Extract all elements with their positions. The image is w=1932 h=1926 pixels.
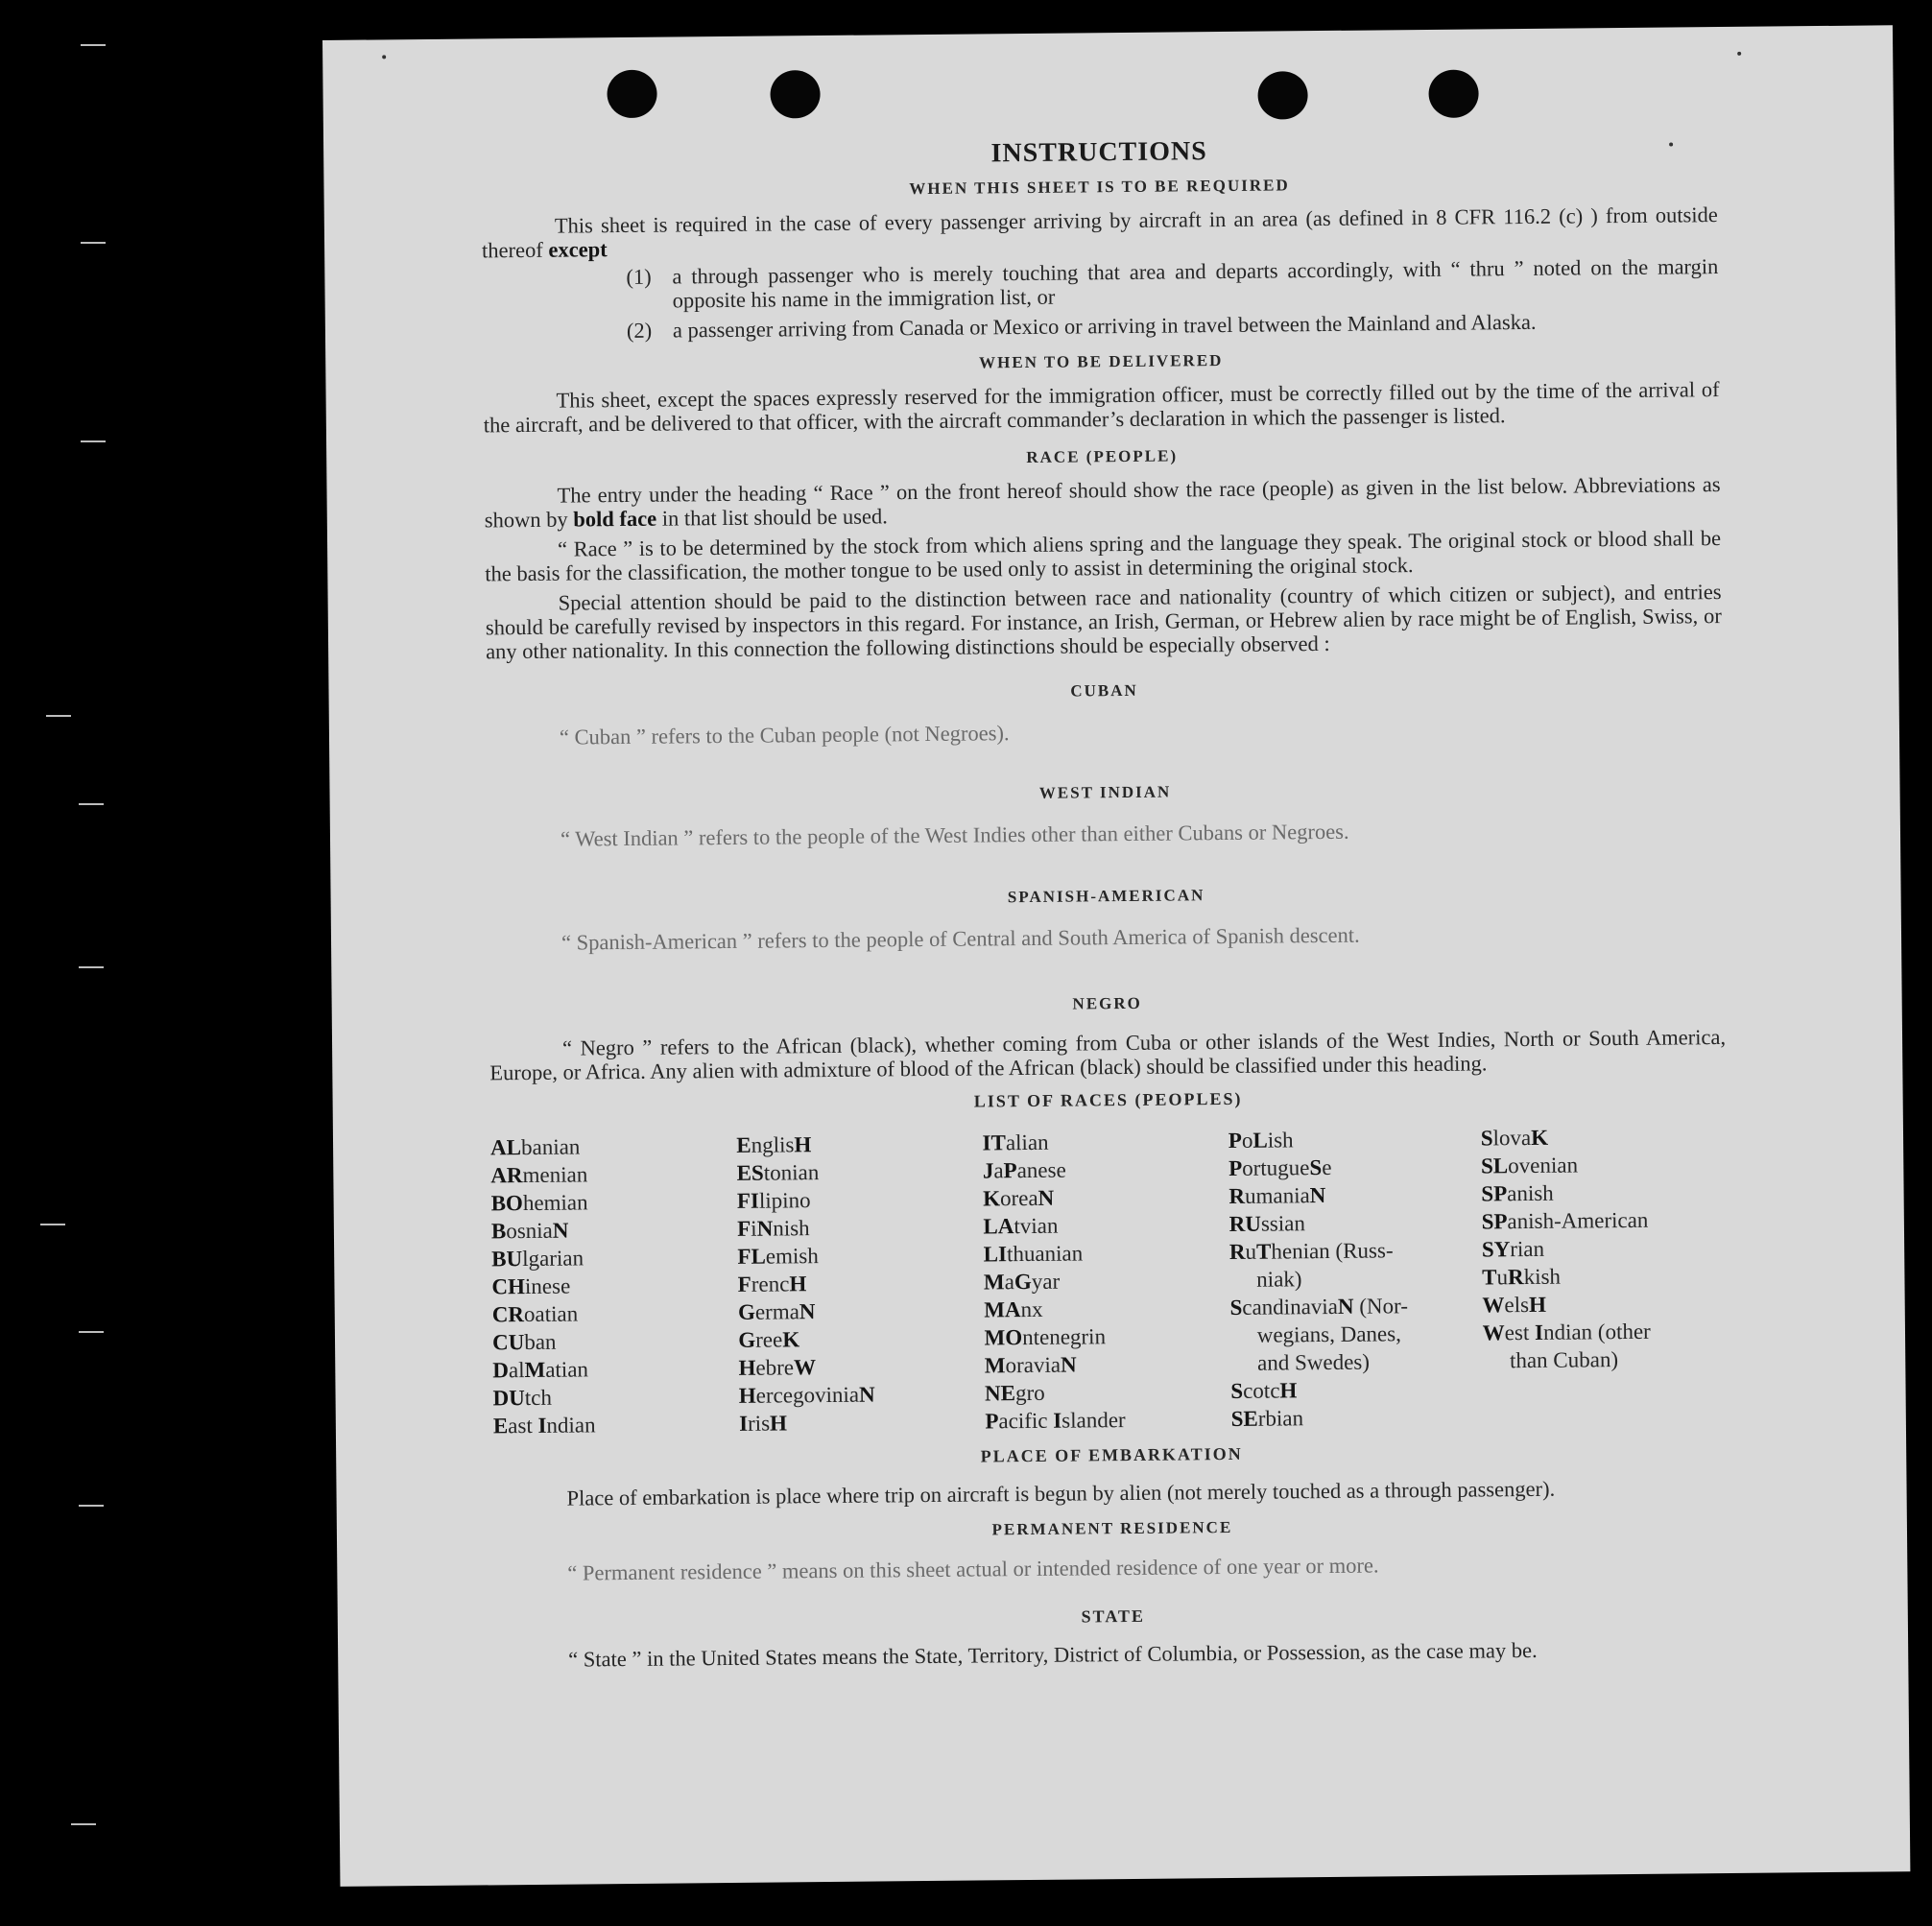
punch-hole [770, 70, 820, 118]
state-paragraph: “ State ” in the United States means the State, Territory, District of Columbia, or Possession, as the case may be. [568, 1637, 1538, 1672]
race-entry: BosniaN [490, 1218, 569, 1244]
race-entry: SPanish [1481, 1180, 1554, 1206]
dust-speck [1737, 52, 1741, 56]
race-paragraph-2: “ Race ” is to be determined by the stock from which aliens spring and the language they speak. The original stock or blood shall be the basis for the classification, the mother tongue to be used only to assist in determining the original stock. [485, 526, 1722, 586]
race-entry: ScandinaviaN (Nor- wegians, Danes, and Swedes) [1229, 1294, 1409, 1375]
race-entry: RUssian [1228, 1211, 1306, 1236]
heading-state: STATE [1081, 1605, 1146, 1627]
cuban-paragraph: “ Cuban ” refers to the Cuban people (not Negroes). [559, 721, 1010, 749]
race-entry: FLemish [737, 1244, 819, 1269]
race-entry: MoraviaN [984, 1352, 1077, 1378]
film-margin-mark [81, 440, 106, 442]
film-margin-mark [40, 1224, 65, 1225]
heading-list-of-races: LIST OF RACES (PEOPLES) [973, 1088, 1243, 1111]
races-column [1228, 1124, 1484, 1433]
race-entry: SLovenian [1480, 1153, 1579, 1178]
negro-paragraph: “ Negro ” refers to the African (black), whether coming from Cuba or other islands of the West Indies, North or South America, Europe, or Africa. Any alien with admixture of blood of the African (black) should be classified under this heading. [489, 1025, 1727, 1085]
race-entry: LAtvian [983, 1213, 1059, 1239]
race-entry: PoLish [1228, 1128, 1294, 1153]
exception-item: (2) a passenger arriving from Canada or Mexico or arriving in travel between the Mainland and Alaska. [626, 309, 1537, 343]
races-list [490, 1122, 1729, 1439]
races-column [490, 1131, 739, 1439]
heading-required: WHEN THIS SHEET IS TO BE REQUIRED [909, 176, 1290, 199]
heading-race: RACE (PEOPLE) [1026, 446, 1179, 466]
race-entry: FIlipino [736, 1188, 811, 1213]
heading-negro: NEGRO [1072, 993, 1142, 1013]
race-entry: West Indian (other than Cuban) [1482, 1319, 1651, 1373]
race-entry: PortugueSe [1228, 1154, 1332, 1180]
race-entry: RumaniaN [1228, 1183, 1326, 1208]
race-entry: BOhemian [490, 1190, 588, 1216]
heading-delivered: WHEN TO BE DELIVERED [979, 351, 1224, 372]
race-entry: DUtch [492, 1385, 553, 1411]
embarkation-paragraph: Place of embarkation is place where trip on aircraft is begun by alien (not merely touched as a through passenger). [566, 1476, 1556, 1510]
document-title: INSTRUCTIONS [990, 136, 1207, 169]
race-entry: TuRkish [1482, 1264, 1562, 1290]
race-entry: CHinese [491, 1273, 571, 1299]
document-page [322, 25, 1910, 1887]
residence-paragraph: “ Permanent residence ” means on this sheet actual or intended residence of one year or more. [567, 1553, 1379, 1585]
punch-hole [1257, 71, 1307, 119]
race-entry: JaPanese [982, 1157, 1066, 1183]
race-entry: WelsH [1482, 1292, 1547, 1318]
race-entry: KoreaN [983, 1185, 1055, 1211]
race-entry: EStonian [736, 1160, 820, 1185]
race-entry: MaGyar [983, 1269, 1061, 1295]
races-column [1481, 1122, 1729, 1430]
film-margin-mark [79, 803, 104, 805]
race-entry: SErbian [1230, 1406, 1304, 1431]
delivered-paragraph: This sheet, except the spaces expressly reserved for the immigration officer, must be correctly filled out by the time of the arrival of the aircraft, and be delivered to that officer, with the aircraft commander’s declaration in which the passenger is listed. [483, 377, 1720, 438]
heading-spanish-american: SPANISH-AMERICAN [1007, 886, 1205, 907]
races-column [736, 1129, 985, 1437]
dust-speck [382, 55, 386, 59]
film-margin-mark [71, 1823, 96, 1825]
west-indian-paragraph: “ West Indian ” refers to the people of the West Indies other than either Cubans or Negroes. [560, 819, 1349, 851]
race-entry: BUlgarian [491, 1246, 584, 1272]
race-entry: SPanish-American [1481, 1207, 1649, 1234]
race-entry: FiNnish [737, 1216, 810, 1241]
race-entry: DalMatian [492, 1357, 589, 1383]
races-column [982, 1127, 1230, 1435]
race-entry: MAnx [984, 1296, 1043, 1322]
race-entry: GermaN [737, 1299, 816, 1324]
instructions-text [481, 131, 1731, 1672]
race-entry: HercegoviniaN [738, 1382, 875, 1408]
race-entry: SYrian [1481, 1236, 1545, 1262]
race-entry: HebreW [738, 1355, 817, 1380]
race-paragraph-3: Special attention should be paid to the distinction between race and nationality (country of which citizen or subject), and entries should be carefully revised by inspectors in this regard. For instance, an Irish, German, or Hebrew alien by race might be of English, Swiss, or any other nationality. In this connection the following distinctions should be especially observed : [485, 580, 1722, 664]
heading-residence: PERMANENT RESIDENCE [991, 1517, 1233, 1539]
spanish-american-paragraph: “ Spanish-American ” refers to the people of Central and South America of Spanish descent. [561, 922, 1360, 955]
film-margin-mark [79, 1331, 104, 1333]
race-entry: NEgro [984, 1380, 1045, 1406]
exception-item: (1) a through passenger who is merely touching that area and departs accordingly, with “ thru ” noted on the margin opposite his name in the immigration list, or [626, 254, 1719, 313]
race-entry: SlovaK [1480, 1125, 1549, 1151]
race-entry: CRoatian [491, 1301, 579, 1327]
race-entry: East Indian [492, 1413, 596, 1439]
race-paragraph-1: The entry under the heading “ Race ” on the front hereof should show the race (people) as given in the list below. Abbreviations as shown by bold face in that list should be used. [484, 472, 1721, 533]
heading-west-indian: WEST INDIAN [1038, 782, 1172, 802]
race-entry: EnglisH [736, 1132, 812, 1157]
race-entry: ARmenian [490, 1162, 588, 1188]
race-entry: GreeK [738, 1327, 800, 1352]
race-entry: RuThenian (Russ- niak) [1228, 1238, 1394, 1292]
film-margin-mark [79, 966, 104, 968]
race-entry: CUban [491, 1329, 557, 1355]
race-entry: FrencH [737, 1272, 807, 1296]
film-margin-mark [81, 242, 106, 244]
race-entry: ScotcH [1230, 1378, 1298, 1403]
race-entry: IrisH [739, 1411, 788, 1436]
film-margin-mark [81, 44, 106, 46]
film-margin-mark [46, 715, 71, 717]
race-entry: Pacific Islander [985, 1408, 1126, 1434]
race-entry: ALbanian [489, 1134, 581, 1160]
punch-hole [607, 70, 656, 118]
race-entry: LIthuanian [983, 1241, 1084, 1267]
required-paragraph: This sheet is required in the case of every passenger arriving by aircraft in an area (as defined in 8 CFR 116.2 (c) ) from outside thereof except [481, 202, 1718, 263]
heading-embarkation: PLACE OF EMBARKATION [980, 1443, 1243, 1466]
race-entry: ITalian [982, 1129, 1049, 1155]
punch-hole [1428, 69, 1478, 117]
race-entry: MOntenegrin [984, 1324, 1107, 1350]
heading-cuban: CUBAN [1070, 680, 1138, 701]
film-margin-mark [79, 1505, 104, 1507]
